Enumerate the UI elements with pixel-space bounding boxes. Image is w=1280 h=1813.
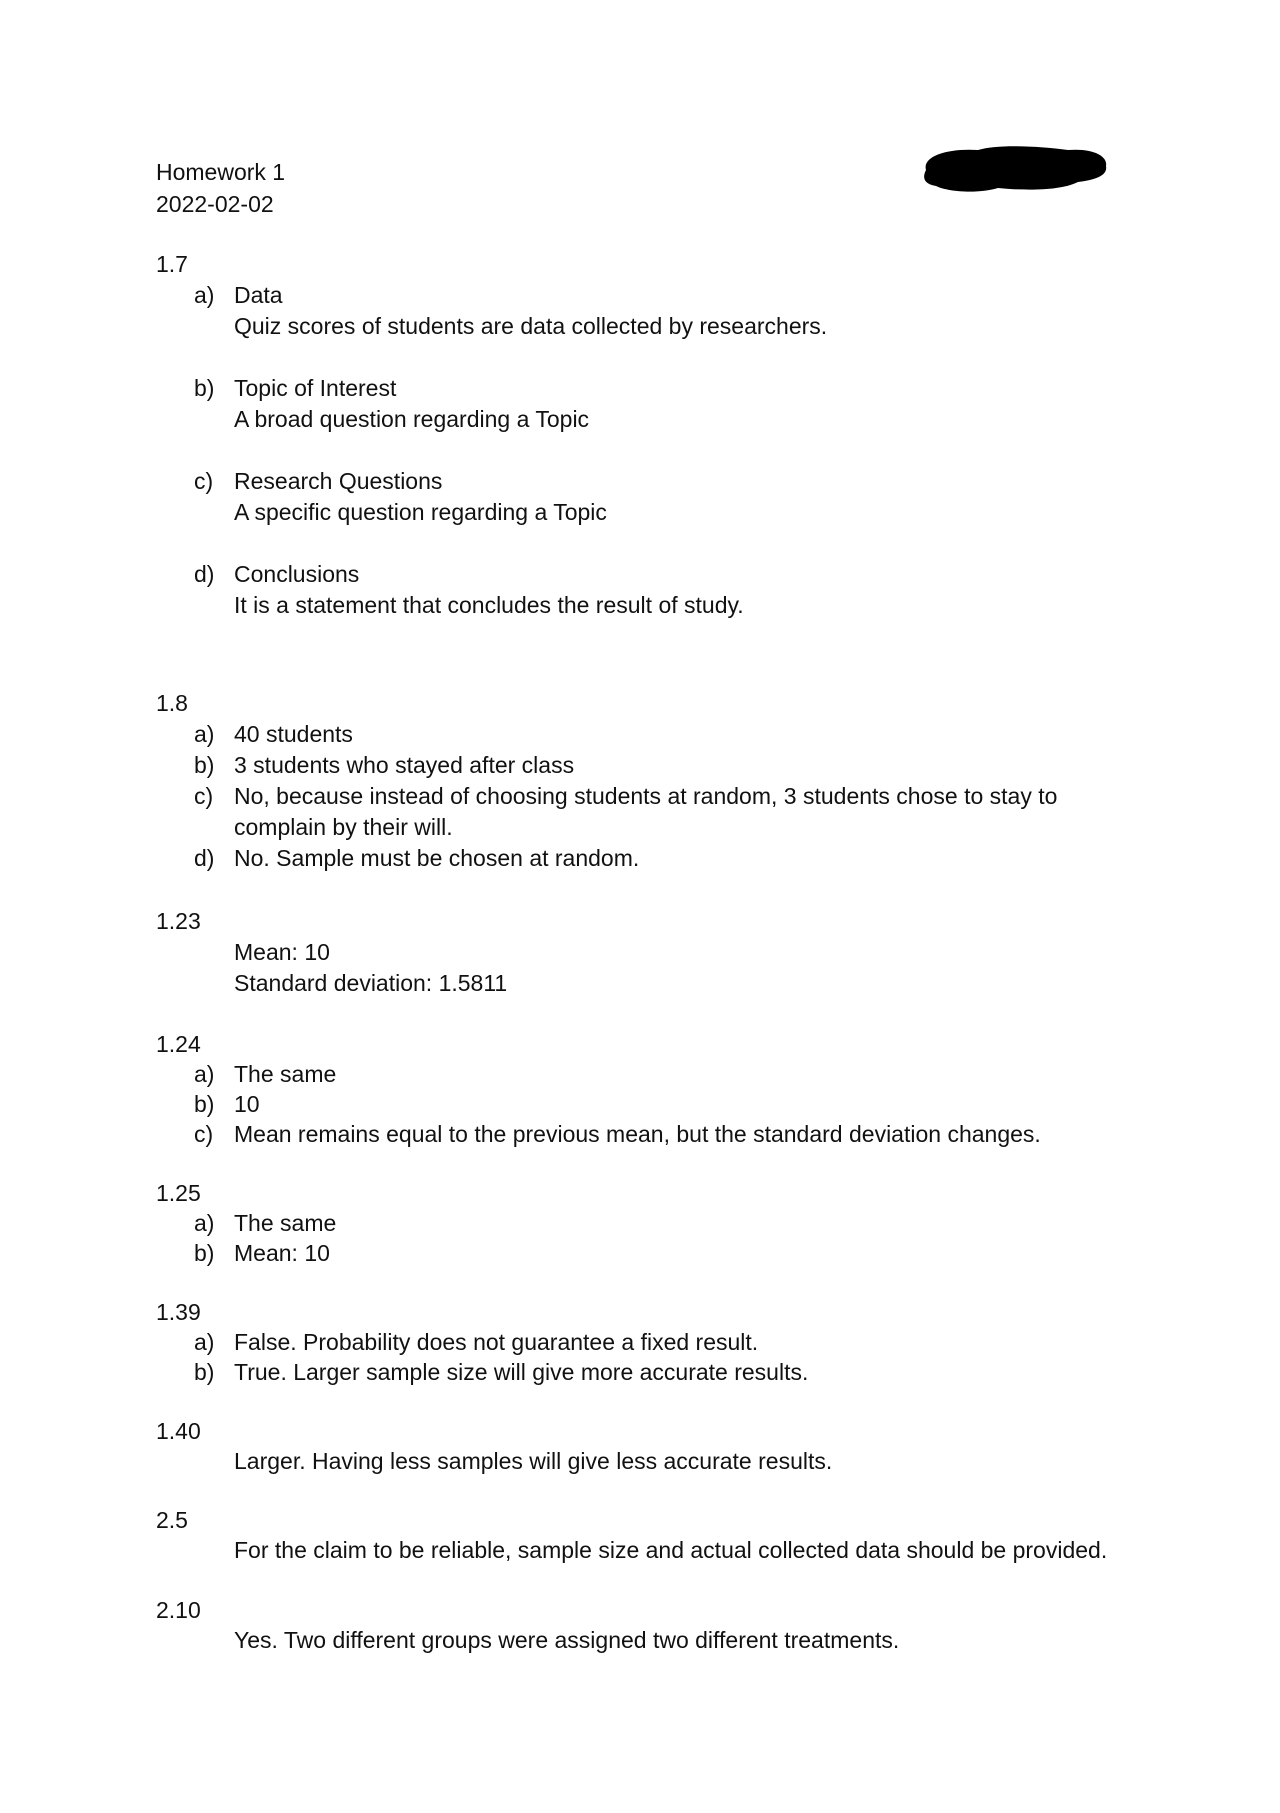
item-text: The same bbox=[234, 1061, 337, 1087]
answer-line: For the claim to be reliable, sample size and actual collected data should be provided. bbox=[234, 1537, 1108, 1563]
question-number: 1.39 bbox=[156, 1299, 201, 1325]
answer-item bbox=[156, 1119, 1156, 1149]
question-1-8 bbox=[156, 688, 1156, 874]
item-text: It is a statement that concludes the result of study. bbox=[234, 592, 744, 618]
question-number: 1.25 bbox=[156, 1180, 201, 1206]
document-title: Homework 1 bbox=[156, 159, 286, 185]
question-number: 1.24 bbox=[156, 1031, 201, 1057]
item-marker: c) bbox=[194, 468, 214, 494]
item-text: 10 bbox=[234, 1091, 260, 1117]
item-marker: c) bbox=[194, 1121, 214, 1147]
answer-item bbox=[156, 1327, 1156, 1357]
question-1-7 bbox=[156, 249, 1156, 621]
answer-item bbox=[156, 559, 1156, 621]
item-title: Data bbox=[234, 282, 283, 308]
item-marker: d) bbox=[194, 845, 215, 871]
answer-item bbox=[156, 843, 1156, 874]
answer-item bbox=[156, 781, 1156, 843]
question-2-5 bbox=[156, 1505, 1156, 1565]
item-text: A broad question regarding a Topic bbox=[234, 406, 590, 432]
question-number: 1.23 bbox=[156, 908, 201, 934]
item-text: A specific question regarding a Topic bbox=[234, 499, 607, 525]
item-marker: a) bbox=[194, 282, 215, 308]
answer-item bbox=[156, 466, 1156, 528]
answer-item bbox=[156, 1208, 1156, 1238]
question-number: 2.5 bbox=[156, 1507, 188, 1533]
item-marker: b) bbox=[194, 375, 215, 401]
answer-line: Standard deviation: 1.5811 bbox=[234, 970, 508, 996]
answer-item bbox=[156, 750, 1156, 781]
item-marker: a) bbox=[194, 1061, 215, 1087]
answer-line: Larger. Having less samples will give less accurate results. bbox=[234, 1448, 833, 1474]
item-text: 40 students bbox=[234, 721, 353, 747]
answer-item bbox=[156, 1238, 1156, 1268]
item-marker: a) bbox=[194, 1210, 215, 1236]
question-2-10 bbox=[156, 1595, 1156, 1655]
question-number: 1.7 bbox=[156, 251, 188, 277]
item-marker: d) bbox=[194, 561, 215, 587]
question-number: 2.10 bbox=[156, 1597, 201, 1623]
answer-item bbox=[156, 1357, 1156, 1387]
item-marker: a) bbox=[194, 721, 215, 747]
item-text: True. Larger sample size will give more accurate results. bbox=[234, 1359, 809, 1385]
item-marker: a) bbox=[194, 1329, 215, 1355]
question-1-25 bbox=[156, 1178, 1156, 1268]
item-marker: b) bbox=[194, 752, 215, 778]
answer-item bbox=[156, 719, 1156, 750]
item-marker: b) bbox=[194, 1091, 215, 1117]
question-number: 1.40 bbox=[156, 1418, 201, 1444]
question-number: 1.8 bbox=[156, 690, 188, 716]
question-1-40 bbox=[156, 1416, 1156, 1476]
question-1-23 bbox=[156, 906, 1156, 999]
item-marker: c) bbox=[194, 783, 214, 809]
item-title: Conclusions bbox=[234, 561, 360, 587]
document-header bbox=[156, 156, 285, 220]
item-marker: b) bbox=[194, 1240, 215, 1266]
answer-line: Yes. Two different groups were assigned two different treatments. bbox=[234, 1627, 900, 1653]
item-text: No, because instead of choosing students at random, 3 students chose to stay to complain by their will. bbox=[234, 783, 1058, 840]
answer-item bbox=[156, 280, 1156, 342]
question-1-39 bbox=[156, 1297, 1156, 1387]
document-date: 2022-02-02 bbox=[156, 191, 274, 217]
item-title: Research Questions bbox=[234, 468, 443, 494]
item-text: False. Probability does not guarantee a fixed result. bbox=[234, 1329, 759, 1355]
redacted-name-mark bbox=[918, 142, 1110, 196]
item-marker: b) bbox=[194, 1359, 215, 1385]
answer-item bbox=[156, 373, 1156, 435]
item-text: 3 students who stayed after class bbox=[234, 752, 575, 778]
answer-item bbox=[156, 1059, 1156, 1089]
answer-item bbox=[156, 1089, 1156, 1119]
item-text: No. Sample must be chosen at random. bbox=[234, 845, 640, 871]
answer-line: Mean: 10 bbox=[234, 939, 330, 965]
item-text: The same bbox=[234, 1210, 337, 1236]
item-text: Mean remains equal to the previous mean, but the standard deviation changes. bbox=[234, 1121, 1041, 1147]
item-text: Mean: 10 bbox=[234, 1240, 330, 1266]
item-text: Quiz scores of students are data collected by researchers. bbox=[234, 313, 828, 339]
question-1-24 bbox=[156, 1029, 1156, 1149]
item-title: Topic of Interest bbox=[234, 375, 397, 401]
